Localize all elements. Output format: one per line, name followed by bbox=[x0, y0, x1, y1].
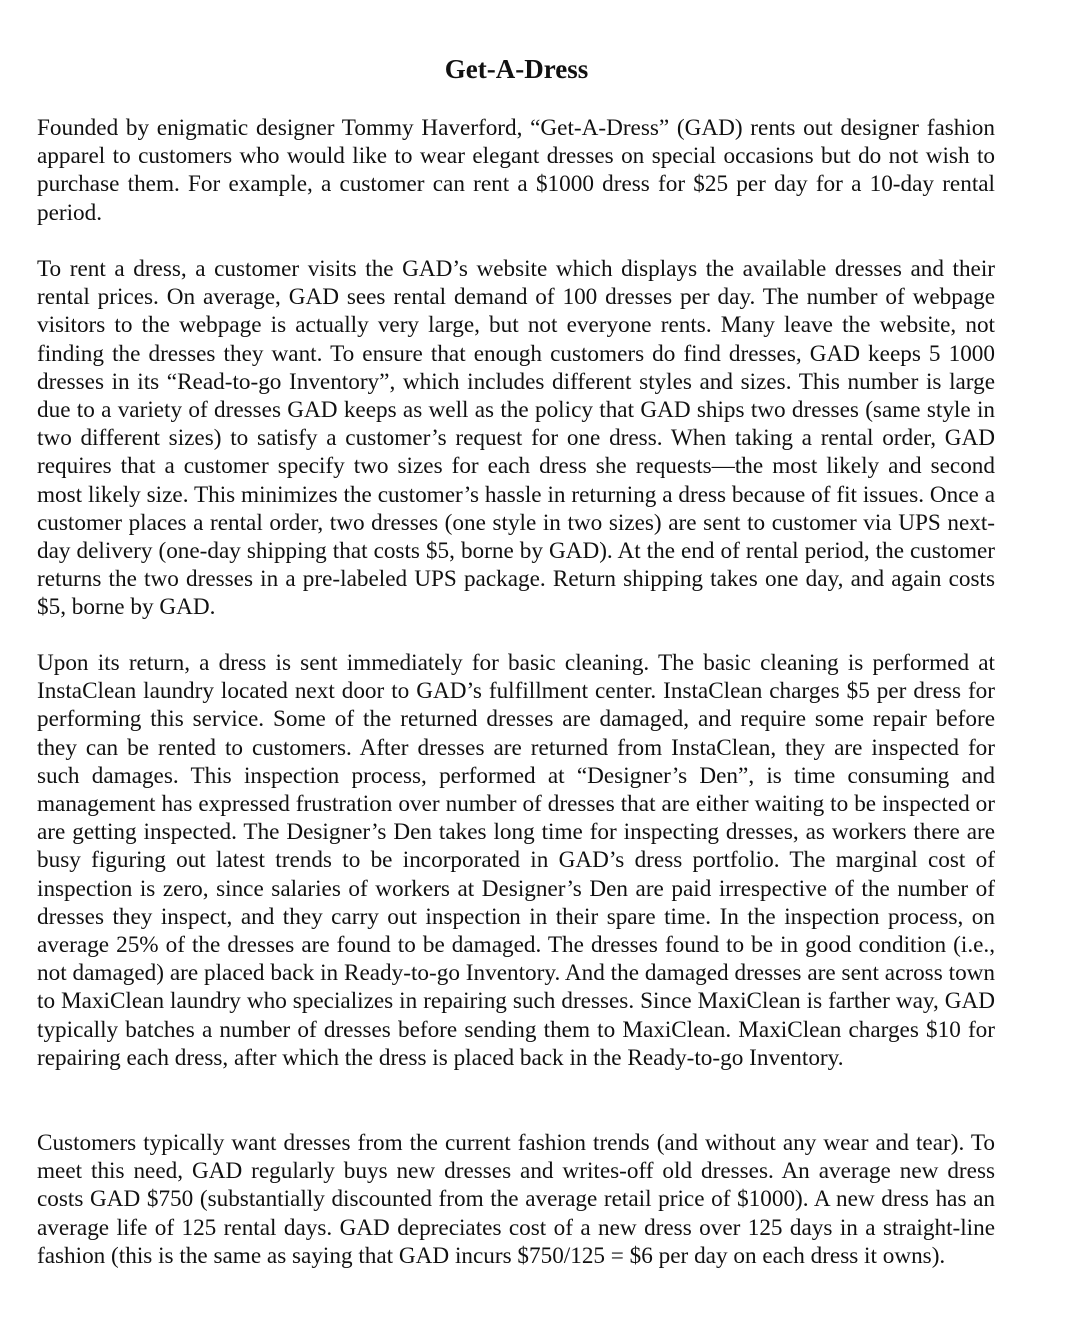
paragraph-depreciation: Customers typically want dresses from the current fashion trends (and without any wear and tear). To meet this need, GAD regularly buys new dresses and writes-off old dresses. An average new dress costs GAD $750 (substantially discounted from the average retail price of $1000). A new dress has an average life of 125 rental days. GAD depreciates cost of a new dress over 125 days in a straight-line fashion (this is the same as saying that GAD incurs $750/125 = $6 per day on each dress it owns). bbox=[37, 1130, 995, 1269]
paragraph-rental-process: To rent a dress, a customer visits the GAD’s website which displays the available dresses and their rental prices. On average, GAD sees rental demand of 100 dresses per day. The number of webpage visitors to the webpage is actually very large, but not everyone rents. Many leave the website, not finding the dresses they want. To ensure that enough customers do find dresses, GAD keeps 5 1000 dresses in its “Read-to-go Inventory”, which includes different styles and sizes. This number is large due to a variety of dresses GAD keeps as well as the policy that GAD ships two dresses (same style in two different sizes) to satisfy a customer’s request for one dress. When taking a rental order, GAD requires that a customer specify two sizes for each dress she requests—the most likely and second most likely size. This minimizes the customer’s hassle in returning a dress because of fit issues. Once a customer places a rental order, two dresses (one style in two sizes) are sent to customer via UPS next-day delivery (one-day shipping that costs $5, borne by GAD). At the end of rental period, the customer returns the two dresses in a pre-labeled UPS package. Return shipping takes one day, and again costs $5, borne by GAD. bbox=[37, 256, 995, 621]
paragraph-intro: Founded by enigmatic designer Tommy Haverford, “Get-A-Dress” (GAD) rents out designer fashion apparel to customers who would like to wear elegant dresses on special occasions but do not wish to purchase them. For example, a customer can rent a $1000 dress for $25 per day for a 10-day rental period. bbox=[37, 115, 995, 226]
paragraph-cleaning-inspection: Upon its return, a dress is sent immediately for basic cleaning. The basic cleaning is performed at InstaClean laundry located next door to GAD’s fulfillment center. InstaClean charges $5 per dress for performing this service. Some of the returned dresses are damaged, and require some repair before they can be rented to customers. After dresses are returned from InstaClean, they are inspected for such damages. This inspection process, performed at “Designer’s Den”, is time consuming and management has expressed frustration over number of dresses that are either waiting to be inspected or are getting inspected. The Designer’s Den takes long time for inspecting dresses, as workers there are busy figuring out latest trends to be incorporated in GAD’s dress portfolio. The marginal cost of inspection is zero, since salaries of workers at Designer’s Den are paid irrespective of the number of dresses they inspect, and they carry out inspection in their spare time. In the inspection process, on average 25% of the dresses are found to be damaged. The dresses found to be in good condition (i.e., not damaged) are placed back in Ready-to-go Inventory. And the damaged dresses are sent across town to MaxiClean laundry who specializes in repairing such dresses. Since MaxiClean is farther way, GAD typically batches a number of dresses before sending them to MaxiClean. MaxiClean charges $10 for repairing each dress, after which the dress is placed back in the Ready-to-go Inventory. bbox=[37, 650, 995, 1071]
page-title: Get-A-Dress bbox=[444, 54, 589, 84]
